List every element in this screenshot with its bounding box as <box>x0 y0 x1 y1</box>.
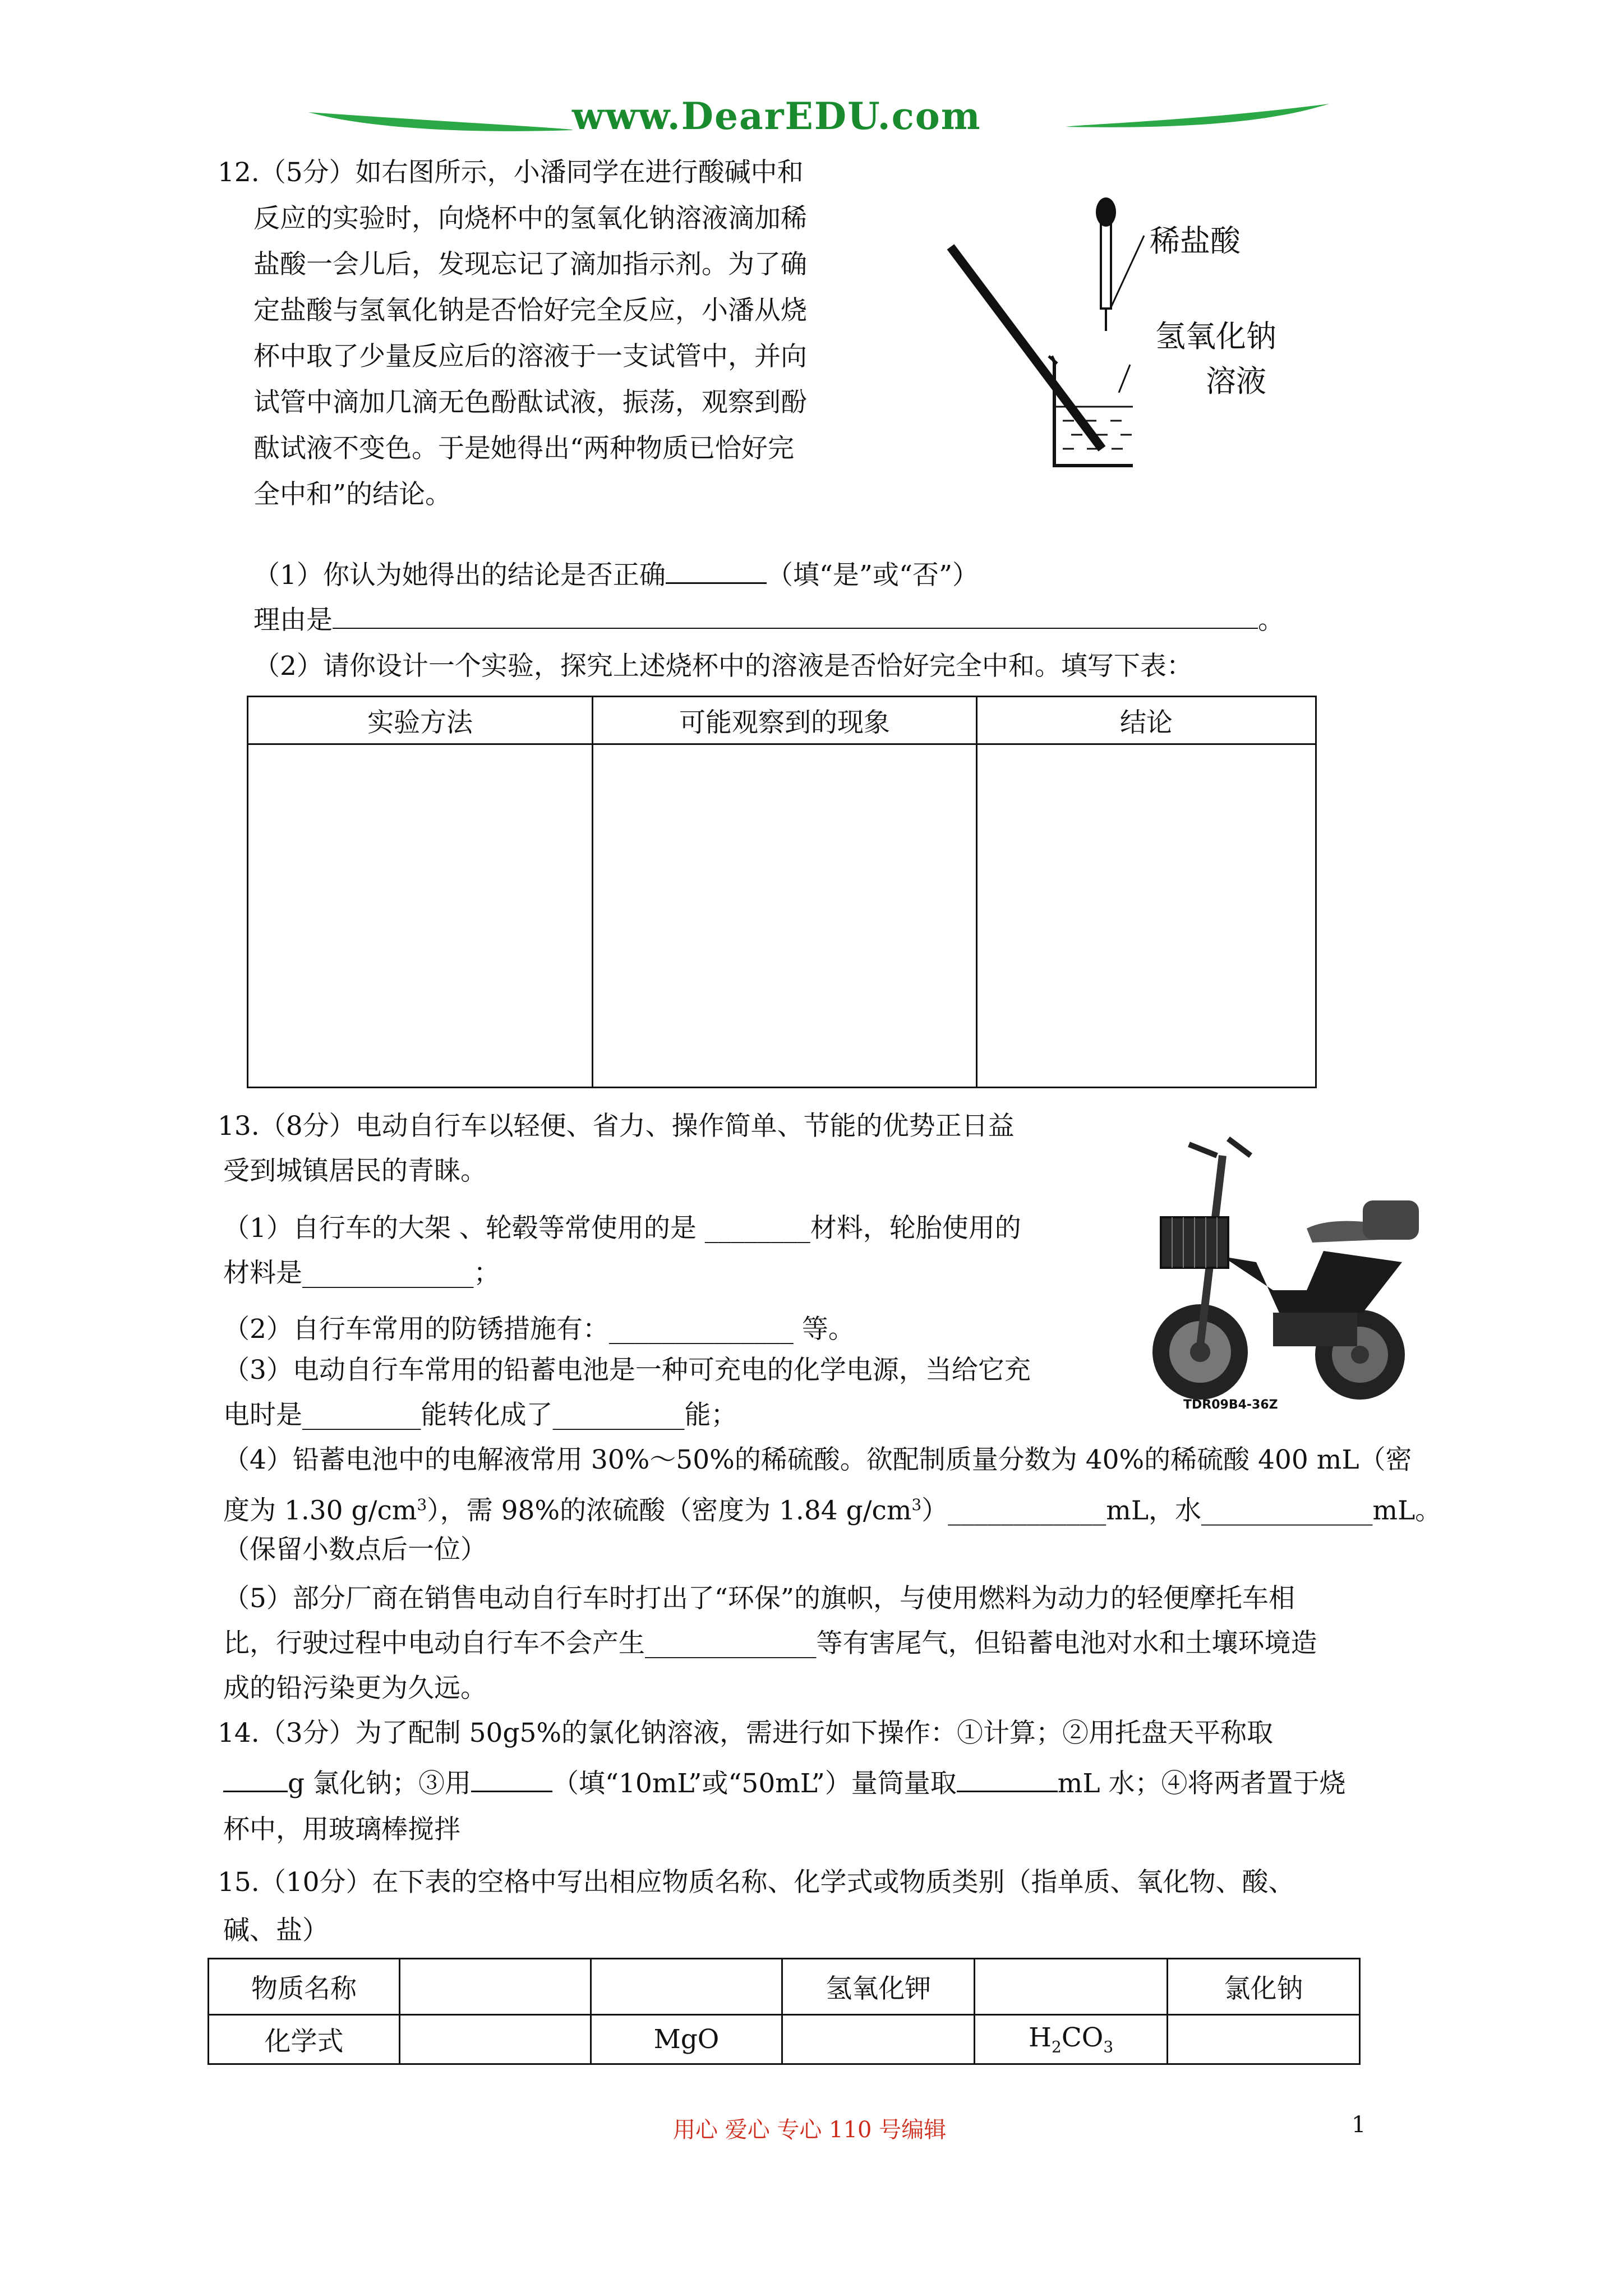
row1-cell-5[interactable] <box>975 1959 1168 2015</box>
q13-part3-a: （3）电动自行车常用的铅蓄电池是一种可充电的化学电源，当给它充 <box>223 1355 1031 1386</box>
q13-part2: （2）自行车常用的防锈措施有：______________ 等。 <box>223 1314 855 1345</box>
superscript-3: 3 <box>911 1496 922 1514</box>
superscript-3: 3 <box>417 1496 427 1514</box>
row1-cell-3[interactable] <box>591 1959 782 2015</box>
q13-part5-c: 成的铅污染更为久远。 <box>223 1673 487 1704</box>
table-cell-conclusion[interactable] <box>976 744 1316 1088</box>
table-header-conclusion: 结论 <box>976 697 1316 744</box>
q13-part5-b: 比，行驶过程中电动自行车不会产生_____________等有害尾气，但铅蓄电池对水和土壤环境造 <box>223 1628 1317 1659</box>
row2-cell-4[interactable] <box>782 2015 975 2064</box>
label-naoh: 氢氧化钠 <box>1155 319 1276 354</box>
table-header-method: 实验方法 <box>248 697 593 744</box>
q12-part1-hint: （填“是”或“否”） <box>766 560 979 591</box>
q13-part3-b: 电时是_________能转化成了__________能； <box>223 1400 737 1430</box>
q13-part4-c: （保留小数点后一位） <box>223 1534 487 1565</box>
h2co3-co: CO <box>1061 2022 1104 2054</box>
q13-line-1: 13.（8分）电动自行车以轻便、省力、操作简单、节能的优势正日益 <box>218 1111 1015 1142</box>
q12-reason-blank[interactable] <box>333 605 1258 629</box>
q14-line-3: 杯中，用玻璃棒搅拌 <box>223 1814 460 1845</box>
label-dilute-hcl: 稀盐酸 <box>1150 223 1241 259</box>
h2co3-h: H <box>1029 2022 1052 2054</box>
q12-line-6: 试管中滴加几滴无色酚酞试液，振荡，观察到酚 <box>253 387 807 418</box>
row1-koh: 氢氧化钾 <box>782 1959 975 2015</box>
q14-l2-a: g 氯化钠；③用 <box>288 1768 472 1799</box>
q12-reason-label: 理由是 <box>253 605 333 636</box>
h2co3-sub-3: 3 <box>1103 2037 1114 2056</box>
h2co3-sub-2: 2 <box>1052 2037 1062 2056</box>
q14-l2-c: mL 水；④将两者置于烧 <box>1057 1768 1346 1799</box>
q12-line-5: 杯中取了少量反应后的溶液于一支试管中，并向 <box>253 341 807 372</box>
row2-mgo: MgO <box>591 2015 782 2064</box>
q13-part4-b2: ），需 98%的浓硫酸（密度为 1.84 g/cm <box>427 1495 912 1526</box>
row2-cell-6[interactable] <box>1167 2015 1359 2064</box>
q12-part1 <box>253 553 979 598</box>
q14-line-2 <box>223 1761 1346 1806</box>
row1-cell-2[interactable] <box>400 1959 591 2015</box>
q12-answer-blank-1[interactable] <box>666 560 767 584</box>
q13-part4-b3: ）____________mL，水_____________mL。 <box>921 1495 1442 1526</box>
q12-reason-end: 。 <box>1258 605 1284 636</box>
q12-part1-text: （1）你认为她得出的结论是否正确 <box>253 560 666 591</box>
q12-part2: （2）请你设计一个实验，探究上述烧杯中的溶液是否恰好完全中和。填写下表： <box>253 651 1193 682</box>
row1-nacl: 氯化钠 <box>1167 1959 1359 2015</box>
site-logo-text: www.DearEDU.com <box>572 94 981 138</box>
label-solution: 溶液 <box>1206 364 1266 399</box>
bike-caption: TDR09B4-36Z <box>1183 1398 1278 1412</box>
footer-text: 用心 爱心 专心 110 号编辑 <box>673 2117 947 2143</box>
q12-line-4: 定盐酸与氢氧化钠是否恰好完全反应，小潘从烧 <box>253 295 807 326</box>
q12-line-7: 酞试液不变色。于是她得出“两种物质已恰好完 <box>253 433 795 464</box>
row2-cell-2[interactable] <box>400 2015 591 2064</box>
q14-l2-b: （填“10mL”或“50mL”）量筒量取 <box>552 1768 957 1799</box>
row1-label: 物质名称 <box>209 1959 400 2015</box>
q14-blank-volume[interactable] <box>957 1768 1058 1792</box>
page-number: 1 <box>1352 2112 1366 2138</box>
q12-reason-row <box>253 598 1284 643</box>
q14-blank-cylinder[interactable] <box>471 1768 552 1792</box>
q15-substance-table <box>208 1958 1361 2065</box>
q13-part4-a: （4）铅蓄电池中的电解液常用 30%～50%的稀硫酸。欲配制质量分数为 40%的稀硫酸 400 mL（密 <box>223 1444 1412 1475</box>
row2-label: 化学式 <box>209 2015 400 2064</box>
q14-line-1: 14.（3分）为了配制 50g5%的氯化钠溶液，需进行如下操作：①计算；②用托盘天平称取 <box>218 1718 1274 1749</box>
q12-line-3: 盐酸一会儿后，发现忘记了滴加指示剂。为了确 <box>253 249 807 280</box>
table-header-phenomenon: 可能观察到的现象 <box>593 697 977 744</box>
q13-part1-b: 材料是_____________； <box>223 1258 500 1289</box>
q13-part5-a: （5）部分厂商在销售电动自行车时打出了“环保”的旗帜，与使用燃料为动力的轻便摩托车相 <box>223 1583 1295 1614</box>
row2-h2co3 <box>975 2015 1168 2064</box>
q13-line-2: 受到城镇居民的青睐。 <box>223 1156 487 1186</box>
label-pointer-lines <box>1099 224 1155 393</box>
q15-line-2: 碱、盐） <box>223 1915 329 1946</box>
q12-line-8: 全中和”的结论。 <box>253 479 452 510</box>
q13-part4-b1: 度为 1.30 g/cm <box>223 1495 417 1526</box>
electric-bicycle-image <box>1138 1122 1430 1425</box>
q13-part1-a: （1）自行车的大架 、轮毂等常使用的是 ________材料，轮胎使用的 <box>223 1213 1021 1244</box>
table-cell-method[interactable] <box>248 744 593 1088</box>
table-cell-phenomenon[interactable] <box>593 744 977 1088</box>
q12-experiment-table <box>247 696 1317 1088</box>
q13-part4-b <box>223 1483 1441 1534</box>
q12-line-2: 反应的实验时，向烧杯中的氢氧化钠溶液滴加稀 <box>253 203 807 234</box>
q14-blank-mass[interactable] <box>223 1768 288 1792</box>
q15-line-1: 15.（10分）在下表的空格中写出相应物质名称、化学式或物质类别（指单质、氧化物、酸、 <box>218 1867 1295 1898</box>
q12-line-1: 12.（5分）如右图所示，小潘同学在进行酸碱中和 <box>218 157 804 188</box>
